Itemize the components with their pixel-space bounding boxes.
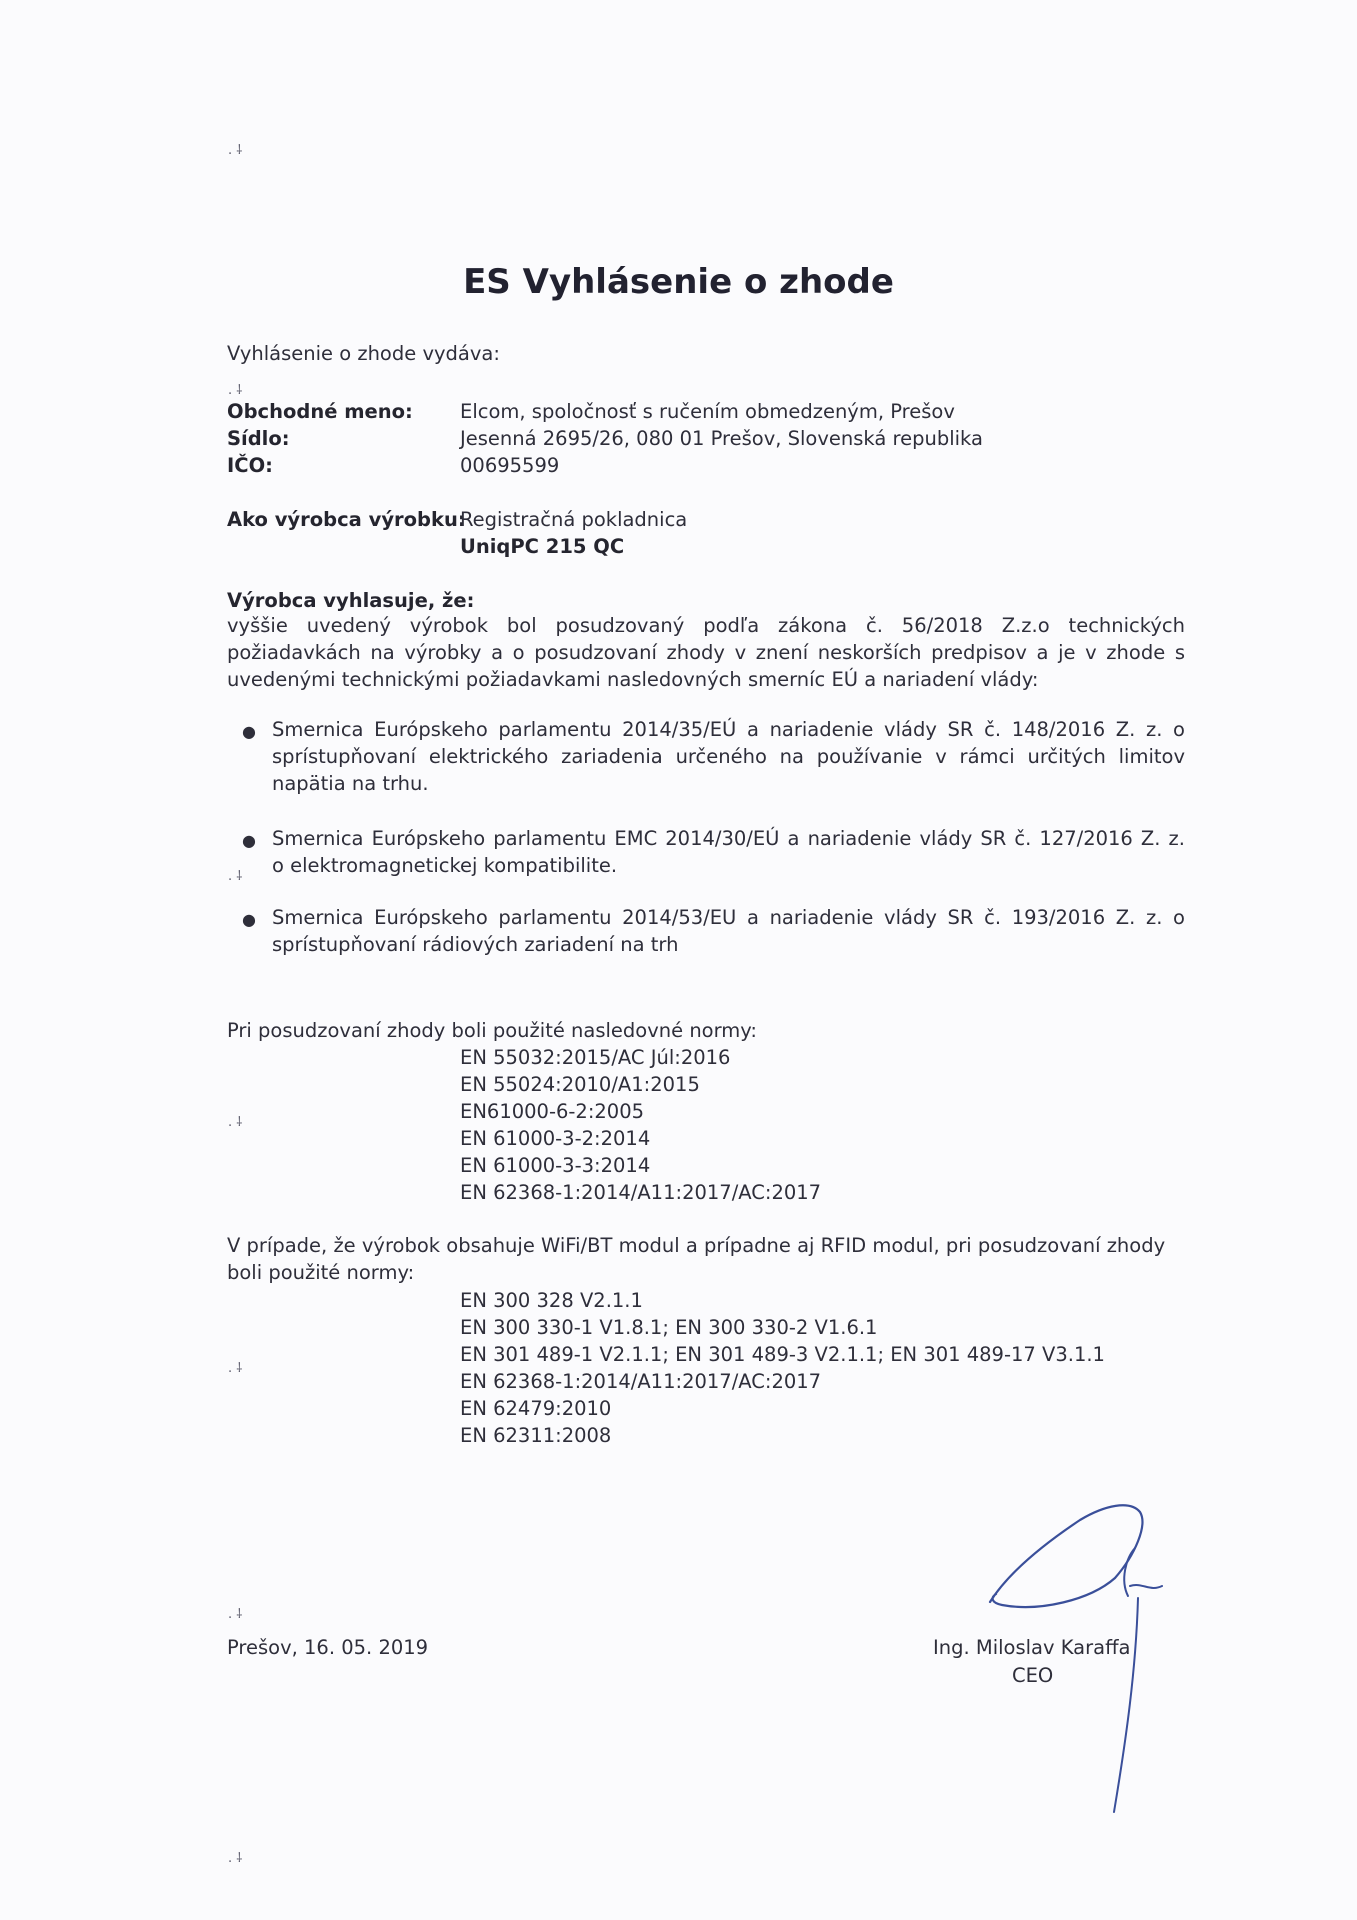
standard-item: EN 62368-1:2014/A11:2017/AC:2017 xyxy=(460,1181,822,1204)
declaration-line: požiadavkách na výrobky a o posudzovaní zhody v znení neskorších predpisov a je v zhode s xyxy=(227,641,1185,664)
scan-mark: . ⸸ xyxy=(228,1361,243,1376)
ico-label: IČO: xyxy=(227,454,273,477)
standard-item: EN61000-6-2:2005 xyxy=(460,1100,645,1123)
scan-mark: . ⸸ xyxy=(228,383,243,398)
directive-item xyxy=(272,825,1185,879)
declaration-text xyxy=(227,612,1185,693)
directive-line: Smernica Európskeho parlamentu EMC 2014/30/EÚ a nariadenie vlády SR č. 127/2016 Z. z. xyxy=(272,827,1185,850)
declaration-line: vyššie uvedený výrobok bol posudzovaný podľa zákona č. 56/2018 Z.z.o technických xyxy=(227,614,1185,637)
scan-mark: . ⸸ xyxy=(228,143,243,158)
wireless-intro-line: V prípade, že výrobok obsahuje WiFi/BT modul a prípadne aj RFID modul, pri posudzovaní zhody xyxy=(227,1234,1166,1257)
ico-value: 00695599 xyxy=(460,454,560,477)
directive-line: sprístupňovaní elektrického zariadenia určeného na používanie v rámci určitých limitov xyxy=(272,745,1185,768)
wireless-standards-list xyxy=(460,1287,1105,1449)
signature-graphic xyxy=(930,1500,1190,1830)
standards-intro: Pri posudzovaní zhody boli použité nasledovné normy: xyxy=(227,1019,757,1042)
company-name-value: Elcom, spoločnosť s ručením obmedzeným, Prešov xyxy=(460,400,955,423)
directive-line: o elektromagnetickej kompatibilite. xyxy=(272,854,618,877)
scan-mark: . ⸸ xyxy=(228,1115,243,1130)
issuer-intro: Vyhlásenie o zhode vydáva: xyxy=(227,342,500,365)
standards-list xyxy=(460,1044,821,1206)
company-name-label: Obchodné meno: xyxy=(227,400,413,423)
scan-mark: . ⸸ xyxy=(228,869,243,884)
bullet-icon: ● xyxy=(242,722,256,741)
standard-item: EN 301 489-1 V2.1.1; EN 301 489-3 V2.1.1; EN 301 489-17 V3.1.1 xyxy=(460,1343,1105,1366)
directive-line: Smernica Európskeho parlamentu 2014/35/EÚ a nariadenie vlády SR č. 148/2016 Z. z. o xyxy=(272,718,1185,741)
declaration-line: uvedenými technickými požiadavkami nasledovných smerníc EÚ a nariadení vlády: xyxy=(227,668,1039,691)
standard-item: EN 300 328 V2.1.1 xyxy=(460,1289,643,1312)
seat-label: Sídlo: xyxy=(227,427,290,450)
product-model: UniqPC 215 QC xyxy=(460,535,625,558)
standard-item: EN 300 330-1 V1.8.1; EN 300 330-2 V1.6.1 xyxy=(460,1316,878,1339)
place-date: Prešov, 16. 05. 2019 xyxy=(227,1636,429,1659)
scan-mark: . ⸸ xyxy=(228,1607,243,1622)
directive-item xyxy=(272,904,1185,958)
document-title: ES Vyhlásenie o zhode xyxy=(463,262,894,302)
standard-item: EN 55032:2015/AC Júl:2016 xyxy=(460,1046,731,1069)
signer-name: Ing. Miloslav Karaffa xyxy=(933,1636,1131,1659)
scan-mark: . ⸸ xyxy=(228,1851,243,1866)
bullet-icon: ● xyxy=(242,910,256,929)
standard-item: EN 62368-1:2014/A11:2017/AC:2017 xyxy=(460,1370,822,1393)
product-label: Ako výrobca výrobku: xyxy=(227,508,466,531)
standard-item: EN 61000-3-2:2014 xyxy=(460,1127,651,1150)
directive-line: Smernica Európskeho parlamentu 2014/53/EU a nariadenie vlády SR č. 193/2016 Z. z. o xyxy=(272,906,1185,929)
bullet-icon: ● xyxy=(242,831,256,850)
directive-line: napätia na trhu. xyxy=(272,772,429,795)
standard-item: EN 55024:2010/A1:2015 xyxy=(460,1073,700,1096)
standard-item: EN 62479:2010 xyxy=(460,1397,612,1420)
directive-item xyxy=(272,716,1185,797)
standard-item: EN 62311:2008 xyxy=(460,1424,612,1447)
product-type: Registračná pokladnica xyxy=(460,508,688,531)
wireless-intro-line: boli použité normy: xyxy=(227,1261,415,1284)
seat-value: Jesenná 2695/26, 080 01 Prešov, Slovenská republika xyxy=(460,427,983,450)
signer-role: CEO xyxy=(1012,1664,1054,1687)
standard-item: EN 61000-3-3:2014 xyxy=(460,1154,651,1177)
declaration-heading: Výrobca vyhlasuje, že: xyxy=(227,589,475,612)
directive-line: sprístupňovaní rádiových zariadení na trh xyxy=(272,933,679,956)
